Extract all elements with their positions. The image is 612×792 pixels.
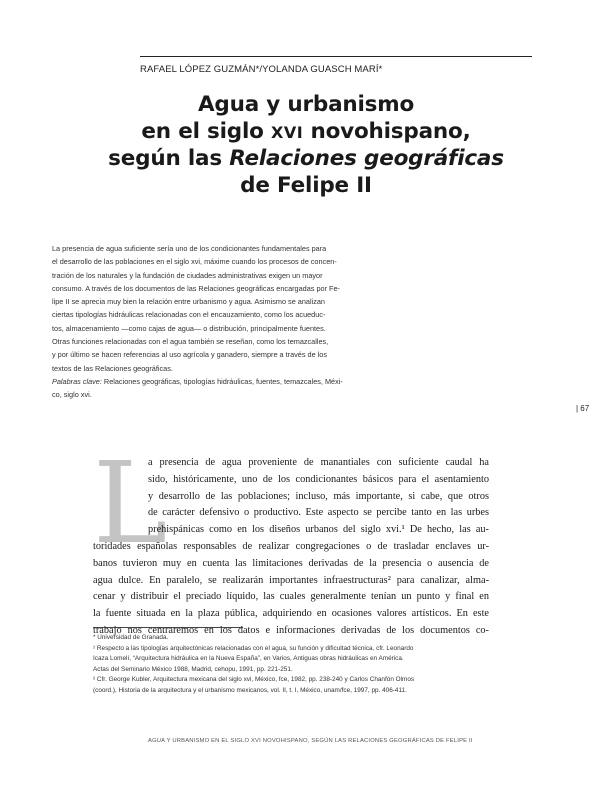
body-line: agua dulce. En paralelo, se realizarán importantes infraestructuras² para canalizar, alma-: [93, 574, 489, 586]
page-number: | 67: [576, 404, 590, 413]
title-line-4: de Felipe II: [240, 172, 372, 198]
footnote-line: ² Cfr. George Kubler, Arquitectura mexicana del siglo xvi, México, fce, 1982, pp. 238-240 y Carlos Chanfón Olmos: [93, 676, 415, 684]
body-line: toridades españolas responsables de realizar congregaciones o de trasladar enclaves ur-: [93, 540, 489, 552]
title-line-2: [60, 119, 552, 147]
body-line: cenar y distribuir el preciado líquido, las cuales generalmente tenían un punto y final en: [93, 591, 489, 603]
footnote-line: ¹ Respecto a las tipologías arquitectónicas relacionadas con el agua, su función y dificultad técnica, cfr. Leonardo: [93, 644, 414, 652]
body-line: de carácter defensivo o productivo. Este aspecto se percibe tanto en las urbes: [148, 507, 489, 519]
abstract-line: Otras funciones relacionadas con el agua también se reseñan, como los temazcalles,: [52, 337, 329, 347]
title-line-2-end: novohispano,: [303, 118, 471, 144]
drop-cap: L: [93, 439, 168, 569]
footnote-rule: [93, 627, 243, 628]
abstract-line: textos de las Relaciones geográficas.: [52, 363, 173, 373]
abstract: [52, 242, 392, 402]
keywords-line: co, siglo xvi.: [52, 390, 92, 400]
title-line-2-start: en el siglo: [141, 118, 272, 144]
abstract-line: tos, almacenamiento —como cajas de agua— o distribución, principalmente fuentes.: [52, 323, 326, 333]
abstract-line: La presencia de agua suficiente sería uno de los condicionantes fundamentales para: [52, 244, 327, 253]
title-line-1: Agua y urbanismo: [197, 92, 415, 117]
body-line: sido, históricamente, uno de los condicionantes básicos para el asentamiento: [148, 473, 489, 485]
abstract-line: el desarrollo de las poblaciones en el siglo xvi, máxime cuando los procesos de concen-: [52, 257, 337, 267]
body-line: prehispánicas como en los diseños urbanos del siglo xvi.¹ De hecho, las au-: [148, 524, 489, 536]
title-century: XVI: [271, 122, 304, 142]
author-line: RAFAEL LÓPEZ GUZMÁN*/YOLANDA GUASCH MARÍ*: [140, 64, 383, 75]
article-title: [60, 92, 552, 199]
abstract-line: ciertas tipologías hidráulicas relacionadas con el encauzamiento, como los acueduc-: [52, 310, 326, 320]
title-line-3: [60, 146, 552, 173]
title-italic-phrase: Relaciones geográficas: [229, 146, 504, 172]
body-text: [93, 455, 489, 640]
abstract-line: lipe II se aprecia muy bien la relación entre urbanismo y agua. Asimismo se analizan: [52, 297, 325, 307]
body-line: a presencia de agua proveniente de manantiales con suficiente caudal ha: [148, 457, 489, 468]
abstract-line: y por último se hacen referencias al uso agrícola y ganadero, siempre a través de los: [52, 350, 327, 360]
footnote-line: Icaza Lomelí, “Arquitectura hidráulica en la Nueva España”, en Varios, Antiguas obras hidráulicas en América.: [93, 655, 404, 663]
footnotes: [93, 633, 489, 697]
body-line: y desarrollo de las poblaciones; incluso, más importante, si cabe, que otros: [148, 490, 489, 502]
title-line-3-start: según las: [108, 146, 230, 172]
abstract-line: consumo. A través de los documentos de las Relaciones geográficas encargadas por Fe-: [52, 283, 340, 293]
footnote-line: Actas del Seminario México 1988, Madrid, cehopu, 1991, pp. 221-251.: [93, 665, 293, 673]
keywords-label: Palabras clave:: [52, 376, 102, 386]
keywords-text: Relaciones geográficas, tipologías hidráulicas, fuentes, temazcales, Méxi-: [101, 376, 343, 386]
body-line: trabajo nos centraremos en los datos e informaciones derivadas de los documentos co-: [93, 624, 489, 636]
footnote-line: * Universidad de Granada.: [93, 634, 169, 641]
body-line: banos tuvieron muy en cuenta las limitaciones derivadas de la presencia o ausencia de: [93, 557, 489, 569]
header-rule: [140, 56, 532, 57]
abstract-line: tración de los naturales y la fundación de ciudades administrativas exigen un mayor: [52, 270, 323, 280]
running-footer: AGUA Y URBANISMO EN EL SIGLO XVI NOVOHISPANO, SEGÚN LAS RELACIONES GEOGRÁFICAS DE FELIPE II: [148, 738, 473, 744]
body-line: la fuente situada en la plaza pública, adquiriendo en ocasiones valores artísticos. En este: [93, 608, 489, 620]
keywords-line: [52, 375, 392, 388]
footnote-line: (coord.), Historia de la arquitectura y el urbanismo mexicanos, vol. II, t. I, México, unam/fce, 1997, pp. 406-411.: [93, 686, 407, 694]
